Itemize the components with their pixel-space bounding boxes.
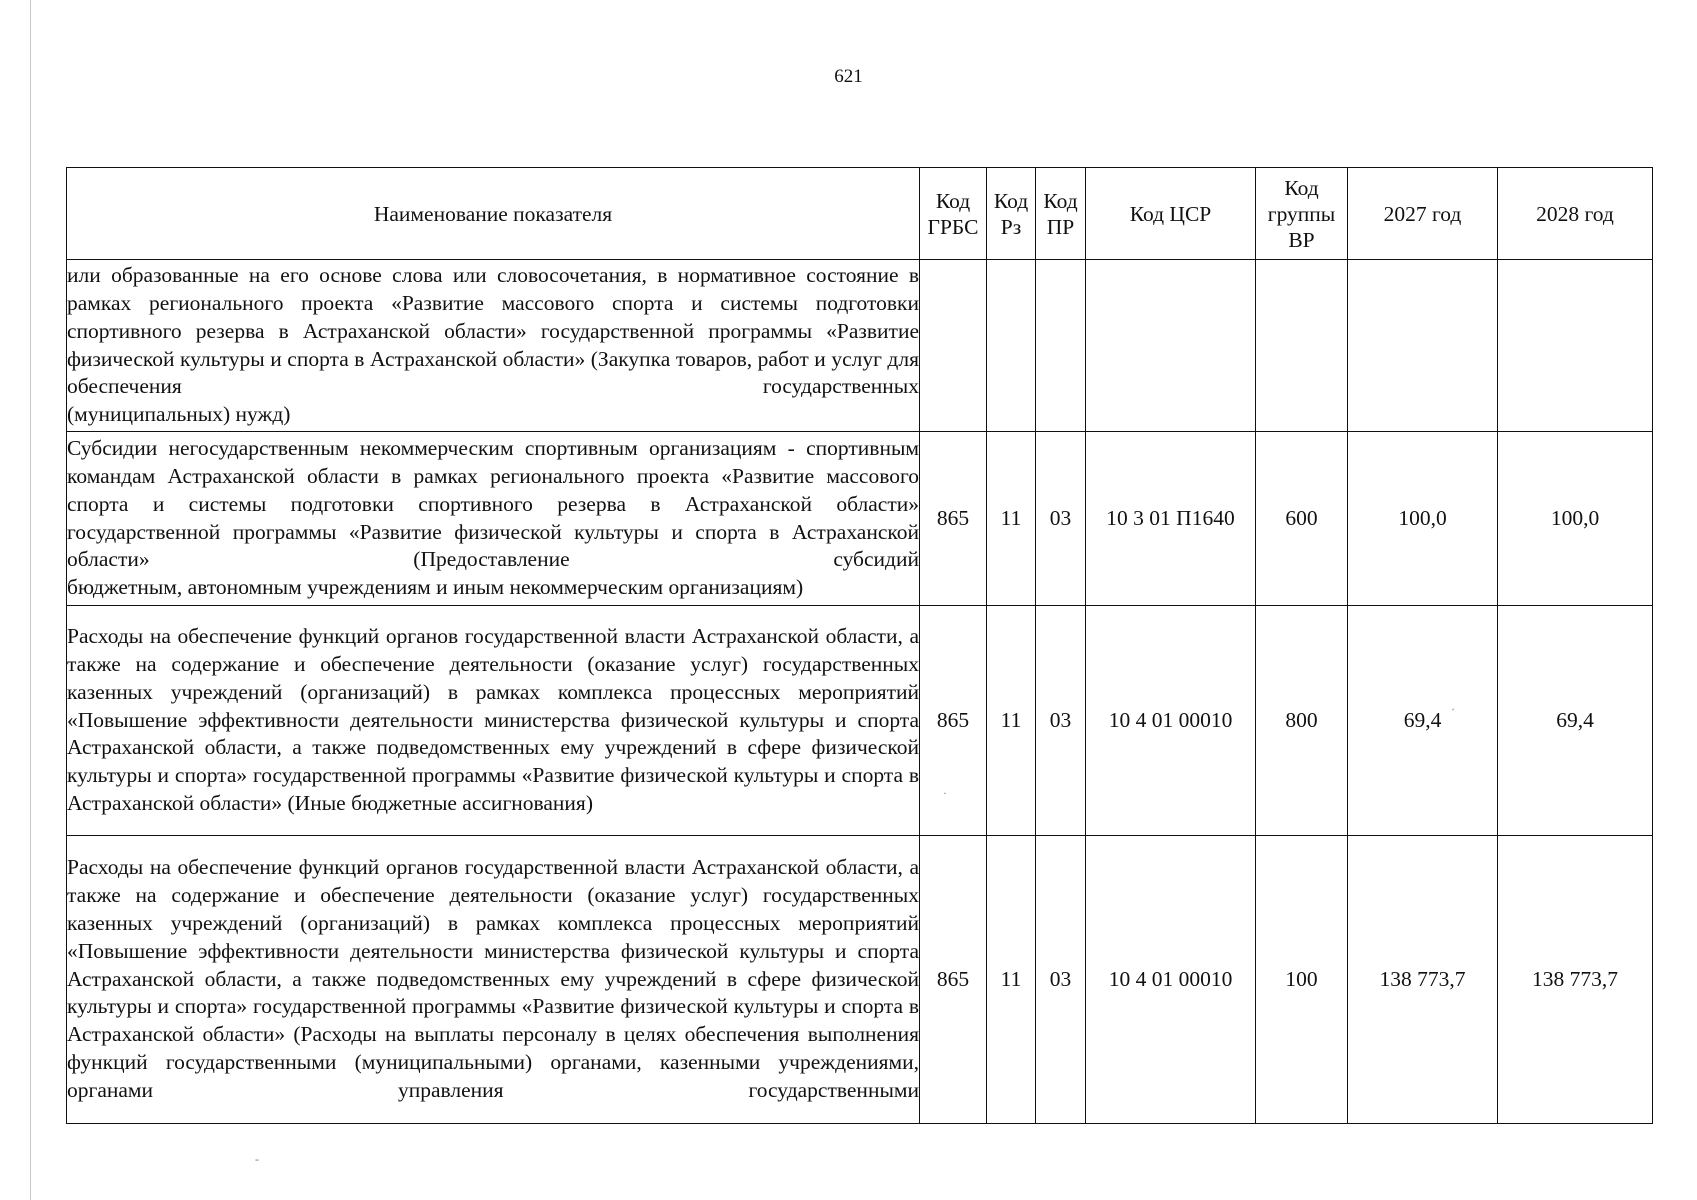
row-name-last-line: бюджетным, автономным учреждениям и иным некоммерческим организациям) <box>67 575 804 600</box>
page-number: 621 <box>834 66 863 87</box>
header-rz: Код Рз <box>987 168 1036 260</box>
cell-2027 <box>1348 260 1498 432</box>
cell-2027: 69,4 <box>1348 606 1498 836</box>
budget-table <box>66 167 1653 1124</box>
table-row <box>67 432 1653 606</box>
cell-2028 <box>1498 260 1653 432</box>
table-row <box>67 606 1653 836</box>
row-name-last-line: Астраханской области» (Иные бюджетные ассигнования) <box>67 790 593 815</box>
cell-pr: 03 <box>1036 606 1086 836</box>
cell-2027: 138 773,7 <box>1348 836 1498 1124</box>
row-name-cell <box>67 432 920 606</box>
cell-pr: 03 <box>1036 836 1086 1124</box>
cell-vr: 800 <box>1256 606 1348 836</box>
scan-speck: ‐ <box>255 1152 259 1166</box>
cell-2027: 100,0 <box>1348 432 1498 606</box>
cell-csr: 10 4 01 00010 <box>1086 606 1256 836</box>
cell-grbs: 865 <box>920 836 987 1124</box>
scan-edge-line <box>30 0 31 1200</box>
row-name-text: Расходы на обеспечение функций органов государственной власти Астраханской области, а также на содержание и обеспечение деятельности (оказание услуг) государственных казенных учреждений (организаций) в рамках комплекса процессных мероприятий «Повышение эффективности деятельности министерства физической культуры и спорта Астраханской области, а также подведомственных ему учреждений в сфере физической культуры и спорта» государственной программы «Развитие физической культуры и спорта в <box>67 624 919 788</box>
cell-grbs <box>920 260 987 432</box>
header-2028: 2028 год <box>1498 168 1653 260</box>
row-name-text: Субсидии негосударственным некоммерческим спортивным организациям - спортивным командам Астраханской области в рамках регионального проекта «Развитие массового спорта и системы подготовки спортивного резерва в Астраханской области» государственной программы «Развитие физической культуры и спорта в Астраханской области» (Предоставление субсидий <box>67 436 919 572</box>
header-vr: Код группы ВР <box>1256 168 1348 260</box>
cell-vr <box>1256 260 1348 432</box>
cell-rz <box>987 260 1036 432</box>
header-pr: Код ПР <box>1036 168 1086 260</box>
header-name: Наименование показателя <box>67 168 920 260</box>
cell-vr: 100 <box>1256 836 1348 1124</box>
header-2027: 2027 год <box>1348 168 1498 260</box>
cell-rz: 11 <box>987 606 1036 836</box>
cell-pr: 03 <box>1036 432 1086 606</box>
table-header-row <box>67 168 1653 260</box>
row-name-last-line: (муниципальных) нужд) <box>67 402 291 427</box>
row-name-text: или образованные на его основе слова или словосочетания, в нормативное состояние в рамках регионального проекта «Развитие массового спорта и системы подготовки спортивного резерва в Астраханской области» государственной программы «Развитие физической культуры и спорта в Астраханской области» (Закупка товаров, работ и услуг для обеспечения государственных <box>67 263 919 399</box>
row-name-cell <box>67 836 920 1124</box>
header-csr: Код ЦСР <box>1086 168 1256 260</box>
cell-pr <box>1036 260 1086 432</box>
cell-vr: 600 <box>1256 432 1348 606</box>
table-row <box>67 260 1653 432</box>
cell-rz: 11 <box>987 836 1036 1124</box>
table-row <box>67 836 1653 1124</box>
row-name-cell <box>67 260 920 432</box>
cell-csr: 10 3 01 П1640 <box>1086 432 1256 606</box>
cell-grbs: 865 <box>920 606 987 836</box>
header-grbs: Код ГРБС <box>920 168 987 260</box>
row-name-cell <box>67 606 920 836</box>
cell-csr: 10 4 01 00010 <box>1086 836 1256 1124</box>
cell-2028: 100,0 <box>1498 432 1653 606</box>
scan-speck: ´ <box>1451 706 1455 720</box>
cell-2028: 69,4 <box>1498 606 1653 836</box>
row-name-text: Расходы на обеспечение функций органов государственной власти Астраханской области, а также на содержание и обеспечение деятельности (оказание услуг) государственных казенных учреждений (организаций) в рамках комплекса процессных мероприятий «Повышение эффективности деятельности министерства физической культуры и спорта Астраханской области, а также подведомственных ему учреждений в сфере физической культуры и спорта» государственной программы «Развитие физической культуры и спорта в Астраханской области» (Расходы на выплаты персоналу в целях обеспечения выполнения функций государственными (муниципальными) органами, казенными учреждениями, органами управления государственными <box>67 855 919 1102</box>
scan-speck: · <box>943 786 947 800</box>
cell-rz: 11 <box>987 432 1036 606</box>
cell-grbs: 865 <box>920 432 987 606</box>
cell-2028: 138 773,7 <box>1498 836 1653 1124</box>
cell-csr <box>1086 260 1256 432</box>
